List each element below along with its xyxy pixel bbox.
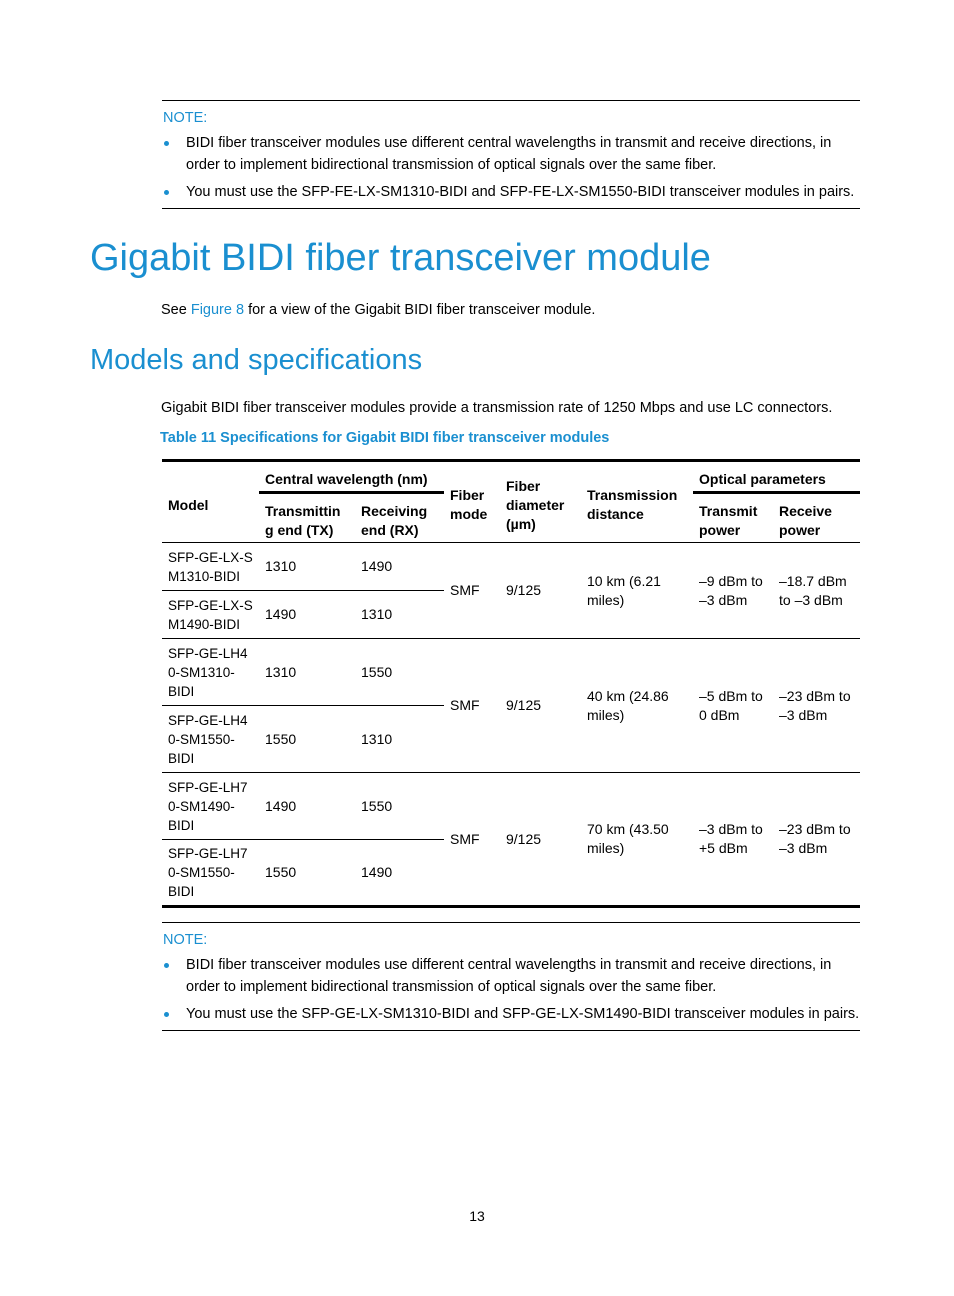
note-bottom <box>162 922 860 1031</box>
col-tx: Transmittin g end (TX) <box>259 493 355 543</box>
header-row <box>162 461 860 493</box>
note-list <box>162 954 860 1025</box>
table-row: SFP-GE-LX-S M1490-BIDI 1490 1310 <box>162 591 860 639</box>
note-label: NOTE: <box>163 110 208 126</box>
col-rx: Receiving end (RX) <box>355 493 444 543</box>
bullet-icon <box>164 141 169 146</box>
table-row: SFP-GE-LH7 0-SM1550- BIDI 1550 1490 <box>168 846 393 899</box>
col-transmit-power: Transmit power <box>693 493 773 543</box>
table-row: SFP-GE-LH4 0-SM1550- BIDI 1550 1310 <box>162 706 860 773</box>
note-item: You must use the SFP-GE-LX-SM1310-BIDI and SFP-GE-LX-SM1490-BIDI transceiver modules in pairs. <box>162 1003 860 1025</box>
table-caption: Table 11 Specifications for Gigabit BIDI fiber transceiver modules <box>160 430 610 446</box>
bullet-icon <box>164 190 169 195</box>
note-item: BIDI fiber transceiver modules use different central wavelengths in transmit and receive directions, in order to implement bidirectional transmission of optical signals over the same fiber. <box>162 954 860 998</box>
note-top <box>162 100 860 209</box>
table-row: SFP-GE-LH4 0-SM1310- BIDI 1310 1550 SMF 9/125 40 km (24.86 miles) –5 dBm to 0 dBm –23 dBm to –3 dBm <box>162 639 860 706</box>
figure-link[interactable]: Figure 8 <box>190 302 245 318</box>
section-heading: Models and specifications <box>90 344 423 376</box>
table-row: SFP-GE-LH7 0-SM1490- BIDI 1490 1550 SMF 9/125 70 km (43.50 miles) –3 dBm to +5 dBm –23 dBm to –3 dBm <box>162 773 860 840</box>
intro-paragraph: See Figure 8 for a view of the Gigabit BIDI fiber transceiver module. <box>161 302 596 318</box>
spec-table <box>162 459 860 908</box>
page-number: 13 <box>469 1208 485 1224</box>
col-receive-power: Receive power <box>773 493 860 543</box>
col-central-wavelength: Central wavelength (nm) <box>259 461 444 493</box>
col-optical-parameters: Optical parameters <box>693 461 860 493</box>
note-item: BIDI fiber transceiver modules use different central wavelengths in transmit and receive directions, in order to implement bidirectional transmission of optical signals over the same fiber. <box>162 132 860 176</box>
note-label: NOTE: <box>163 932 208 948</box>
col-fiber-diameter: Fiber diameter (µm) <box>500 461 581 543</box>
note-list <box>162 132 860 203</box>
table-row: SFP-GE-LX-S M1310-BIDI 1310 1490 SMF 9/125 10 km (6.21 miles) –9 dBm to –3 dBm –18.7 dBm to –3 dBm <box>162 543 860 591</box>
page-title: Gigabit BIDI fiber transceiver module <box>90 237 711 279</box>
col-model: Model <box>162 461 259 543</box>
col-distance: Transmission distance <box>581 461 693 543</box>
bullet-icon <box>164 963 169 968</box>
spec-paragraph: Gigabit BIDI fiber transceiver modules provide a transmission rate of 1250 Mbps and use LC connectors. <box>161 400 833 416</box>
col-fiber-mode: Fiber mode <box>444 461 500 543</box>
note-item: You must use the SFP-FE-LX-SM1310-BIDI and SFP-FE-LX-SM1550-BIDI transceiver modules in pairs. <box>162 181 860 203</box>
bullet-icon <box>164 1012 169 1017</box>
